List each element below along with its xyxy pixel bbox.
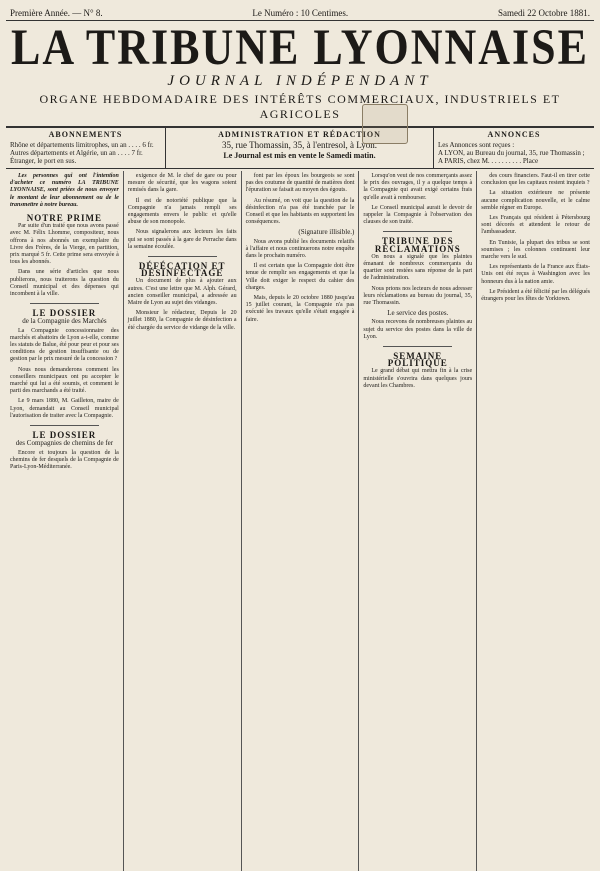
paragraph: Monsieur le rédacteur, Depuis le 20 juillet 1880, la Compagnie de désinfection a été chargée du service de vidange de la ville. <box>127 310 237 331</box>
administration-address: 35, rue Thomassin, 35, à l'entresol, à Lyon. <box>222 140 377 150</box>
paragraph: Le Conseil municipal aurait le devoir de rappeler la Compagnie à l'observation des clauses de son traité. <box>363 204 473 226</box>
paragraph: Le grand débat qui mettra fin à la crise ministérielle s'ouvrira dans quelques jours devant les Chambres. <box>363 368 473 389</box>
paragraph: Au résumé, on voit que la question de la désinfection n'a pas été tranchée par le Conseil et que les habitants en supportent les conséquences. <box>245 197 355 226</box>
annonces-line: A LYON, au Bureau du journal, 35, rue Thomassin ; <box>438 149 585 157</box>
annonces-line: Les Annonces sont reçues : <box>438 141 515 149</box>
paragraph: La Compagnie concessionnaire des marchés et abattoirs de Lyon a-t-elle, comme les statuts de Balue, été pour peur et pour ses conditions de gestion insuffisante ou de gestion par le prix mesuré de la concession ? <box>10 327 119 363</box>
heading-notre-prime: NOTRE PRIME <box>26 213 103 224</box>
divider <box>383 346 452 347</box>
heading-defecation: DÉFÉCATION ET DÉSINFECTAGE <box>138 261 226 279</box>
annonces-box <box>434 128 594 168</box>
paragraph: Il est de notoriété publique que la Compagnie n'a jamais rempli ses engagements envers le public et qu'elle abuse de son monopole. <box>127 197 237 226</box>
newspaper-page <box>6 4 594 861</box>
newspaper-title: LA TRIBUNE LYONNAISE <box>11 19 589 76</box>
divider <box>383 231 452 232</box>
divider <box>30 425 99 426</box>
paragraph: La situation extérieure ne présente aucune complication nouvelle, et le calme semble régner en Europe. <box>481 190 590 211</box>
divider <box>148 256 217 257</box>
abonnements-heading: ABONNEMENTS <box>48 130 123 139</box>
paragraph: En Tunisie, la plupart des tribus se sont soumises ; les colonnes continuent leur marche vers le sud. <box>481 239 590 261</box>
newspaper-tagline: ORGANE HEBDOMADAIRE DES INTÉRÊTS COMMERCIAUX, INDUSTRIELS ET AGRICOLES <box>6 92 594 128</box>
paragraph: Encore et toujours la question de la chemins de fer desquels de la Compagnie de Paris-Lyon-Méditerranée. <box>10 449 119 470</box>
info-bar <box>6 128 594 169</box>
paragraph: Un document de plus à ajouter aux autres. C'est une lettre que M. Alph. Gérard, ancien conseiller municipal, a adressée au Maire de Lyon au sujet des vidanges. <box>127 278 237 307</box>
annonces-line: A PARIS, chez M. . . . . . . . . . Place <box>438 157 539 165</box>
paragraph: Par suite d'un traité que nous avons passé avec M. Félix Lhomme, compositeur, nous offrons à nos abonnés un exemplaire du Livre des Frères, de la Vierge, en partition, prix marqué 5 fr. Cette prime sera envoyée à tous les abonnés. <box>10 223 119 266</box>
abonnements-line: Autres départements et Algérie, un an . . . . 7 fr. <box>10 149 143 157</box>
paragraph: Dans une série d'articles que nous publierons, nous traiterons la question du Conseil municipal et des dépenses qui incombent à la ville. <box>10 269 119 298</box>
paragraph: Lorsqu'on veut de nos commerçants assez le prix des ouvrages, il y a quelque temps à la Compagnie qui avait exigé certains frais qu'elle avait à rembourser. <box>363 173 473 201</box>
column-5 <box>477 171 594 871</box>
subscriber-note: Les personnes qui ont l'intention d'acheter ce numéro LA TRIBUNE LYONNAISE, sont priées de nous envoyer le montant de leur abonnement ou de le transmettre à notre bureau. <box>10 173 119 208</box>
administration-heading: ADMINISTRATION ET RÉDACTION <box>218 130 381 139</box>
divider <box>30 303 99 304</box>
subheading-postes: Le service des postes. <box>387 309 449 318</box>
paragraph: Mais, depuis le 20 octobre 1880 jusqu'au 15 juillet courant, la Compagnie n'a pas exécuté les travaux qu'elle s'était engagée à faire. <box>245 295 355 323</box>
column-3 <box>242 171 360 871</box>
paragraph: Les représentants de la France aux États-Unis ont été reçus à Washington avec les honneurs dus à la nation amie. <box>481 264 590 285</box>
heading-dossier-2: LE DOSSIER <box>32 430 97 441</box>
annonces-heading: ANNONCES <box>487 130 541 139</box>
administration-note: Le Journal est mis en vente le Samedi matin. <box>223 151 376 160</box>
issue-date: Samedi 22 Octobre 1881. <box>498 8 590 18</box>
paragraph: Le 9 mars 1880, M. Gailleton, maire de Lyon, demandait au Conseil municipal l'autorisation de traiter avec la Compagnie. <box>10 398 119 419</box>
column-2 <box>124 171 242 871</box>
heading-semaine-politique: SEMAINE POLITIQUE <box>387 351 448 369</box>
subheading: de la Compagnie des Marchés <box>22 317 107 326</box>
signature: (Signature illisible.) <box>298 228 355 237</box>
issue-year: Première Année. — N° 8. <box>10 8 103 18</box>
heading-reclamations: TRIBUNE DES RÉCLAMATIONS <box>374 236 461 254</box>
paragraph: Le Président a été félicité par les délégués étrangers pour les fêtes de Yorktown. <box>481 288 590 303</box>
masthead <box>6 19 594 128</box>
paragraph: Les Français qui résident à Pétersbourg sont décorés et attendent le retour de l'ambassadeur. <box>481 215 590 236</box>
abonnements-line: Étranger, le port en sus. <box>10 157 77 165</box>
paragraph: On nous a signalé que les plaintes émanant de nombreux commerçants du quartier sont restées sans réponse de la part de l'administration. <box>363 253 473 282</box>
paragraph: Nous signalerons aux lecteurs les faits qui se sont passés à la gare de Perrache dans la semaine écoulée. <box>127 229 237 250</box>
issue-price: Le Numéro : 10 Centimes. <box>252 8 349 18</box>
article-columns <box>6 171 594 871</box>
postal-stamp-icon <box>362 104 408 144</box>
paragraph: Nous nous demanderons comment les conseillers municipaux ont pu accepter le marché qui lui a été soumis, et comment le parti des marchands a été traité. <box>10 366 119 395</box>
heading-dossier: LE DOSSIER <box>32 308 97 319</box>
paragraph: Nous avons publié les documents relatifs à l'affaire et nous continuerons notre enquête dans le prochain numéro. <box>245 238 355 260</box>
newspaper-subtitle: JOURNAL INDÉPENDANT <box>167 73 433 89</box>
subheading: des Compagnies de chemins de fer <box>15 439 114 448</box>
paragraph: exigence de M. le chef de gare ou pour mesure de sécurité, que les wagons soient remisés dans la gare. <box>127 173 237 194</box>
abonnements-line: Rhône et départements limitrophes, un an . . . . 6 fr. <box>10 141 154 149</box>
abonnements-box <box>6 128 166 168</box>
paragraph: Nous recevons de nombreuses plaintes au sujet du service des postes dans la ville de Lyon. <box>363 319 473 340</box>
paragraph: Il est certain que la Compagnie doit être tenue de remplir ses engagements et que la Ville doit exiger le respect du cahier des charges. <box>245 263 355 291</box>
paragraph: font par les époux les bourgeois se sont pas des coutume de quantité de matières dont l'épuration se faisait au moyen des égouts. <box>245 173 355 194</box>
column-4 <box>359 171 477 871</box>
paragraph: Nous prions nos lecteurs de nous adresser leurs réclamations au bureau du journal, 35, rue Thomassin. <box>363 285 473 307</box>
column-1 <box>6 171 124 871</box>
paragraph: des cours financiers. Faut-il en tirer cette conclusion que les capitaux restent inquiets ? <box>481 173 590 187</box>
